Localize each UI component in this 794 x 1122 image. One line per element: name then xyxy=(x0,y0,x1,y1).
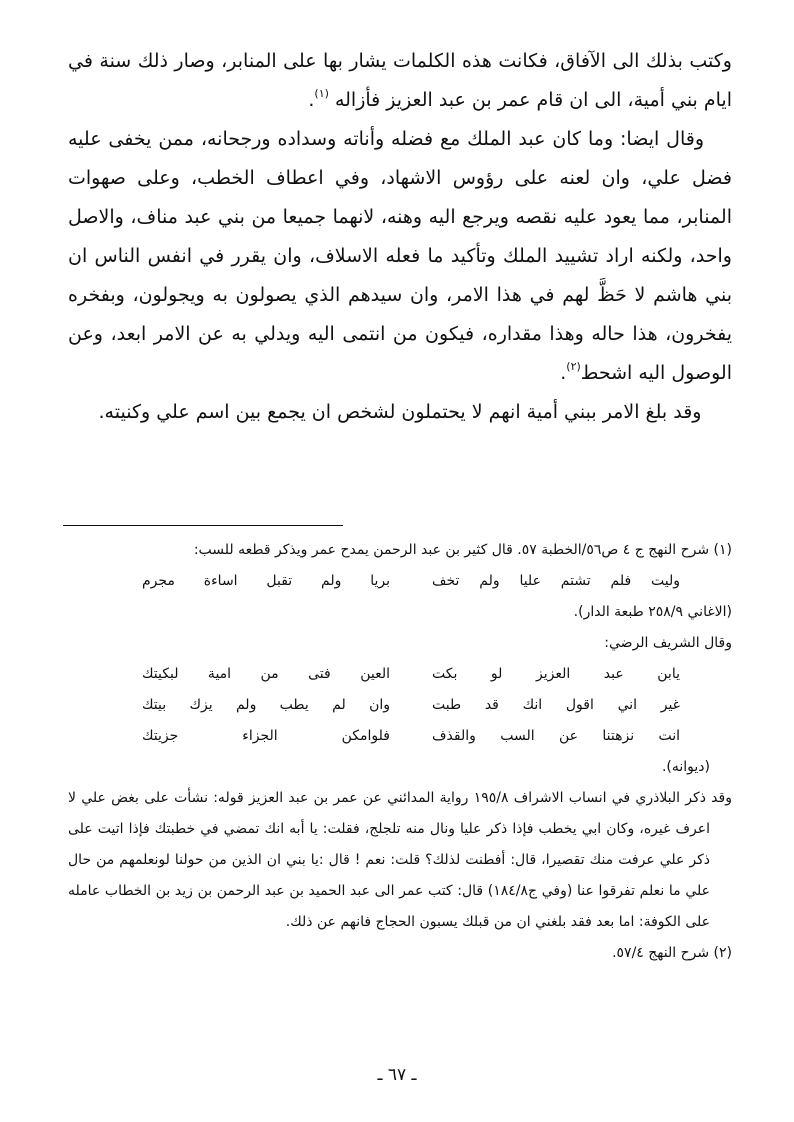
footnote-2: (٢) شرح النهج ٥٧/٤. xyxy=(612,945,732,961)
footnotes xyxy=(68,535,732,969)
paragraph-1-text: وكتب بذلك الى الآفاق، فكانت هذه الكلمات يشار بها على المنابر، وصار ذلك سنة في ايام بني أمية، الى ان قام عمر بن عبد العزيز فأزاله xyxy=(68,50,732,111)
poem-hemistich: يابن عبد العزيز لو بكت xyxy=(432,666,680,682)
paragraph-2-end: . xyxy=(560,362,567,384)
poem-hemistich: فلوامكن الجزاء جزيتك xyxy=(142,728,390,744)
verse-hemistich: وليت فلم تشتم عليا ولم تخف xyxy=(432,573,680,589)
paragraph-2 xyxy=(68,120,732,393)
poem-line xyxy=(68,690,732,721)
verse-hemistich: بريا ولم تقبل اساءة مجرم xyxy=(142,573,390,589)
poem-hemistich: العين فتى من امية لبكيتك xyxy=(142,666,390,682)
page-number: ـ ٦٧ ـ xyxy=(377,1065,417,1085)
verse-line xyxy=(68,566,732,597)
poem-source: (ديوانه). xyxy=(661,759,710,775)
paragraph-2-text: وقال ايضا: وما كان عبد الملك مع فضله وأناته وسداده ورجحانه، ممن يخفى عليه فضل علي، وان لعنه على رؤوس الاشهاد، وفي اعطاف الخطب، وعلى صهوات المنابر، مما يعود عليه نقصه ويرجع اليه وهنه، لانهما جميعا من بني عبد مناف، والاصل واحد، ولكنه اراد تشييد الملك وتأكيد ما فعله الاسلاف، وان يقرر في انفس الناس ان بني هاشم لا حَظَّ لهم في هذا الامر، وان سيدهم الذي يصولون به ويجولون، وبفخره يفخرون، هذا حاله وهذا مقداره، فيكون من انتمى اليه ويدلي به عن الامر ابعد، وعن الوصول اليه اشحط xyxy=(68,128,732,384)
poem-line xyxy=(68,721,732,752)
footnote-paragraph: وقد ذكر البلاذري في انساب الاشراف ١٩٥/٨ رواية المدائني عن عمر بن عبد العزيز قوله: نشأت على بغض علي لا اعرف غيره، وكان ابي يخطب فإذا ذكر عليا ونال منه تلجلج، فقلت: يا أبه انك تمضي في خطبتك فإذا اتيت على ذكر علي عرفت منك تقصيرا، قال: أفطنت لذلك؟ قلت: نعم ! قال :يا بني ان الذين من حولنا لونعلمهم من حال علي ما نعلم تفرقوا عنا (وفي ج١٨٤/٨) قال: كتب عمر الى عبد الحميد بن عبد الرحمن بن زيد بن الخطاب عامله على الكوفة: اما بعد فقد بلغني ان من قبلك يسبون الحجاج فانهم عن ذلك. xyxy=(68,790,732,930)
poem-line xyxy=(68,659,732,690)
footnote-source: (الاغاني ٢٥٨/٩ طبعة الدار). xyxy=(573,604,732,620)
poem-hemistich: وان لم يطب ولم يزك بيتك xyxy=(142,697,390,713)
poem-hemistich: انت نزهتنا عن السب والقذف xyxy=(432,728,680,744)
footnote-1: (١) شرح النهج ج ٤ ص٥٦/الخطبة ٥٧. قال كثير بن عبد الرحمن يمدح عمر ويذكر قطعه للسب: xyxy=(193,542,732,558)
poem-intro: وقال الشريف الرضي: xyxy=(604,635,732,651)
poem-hemistich: غير اني اقول انك قد طبت xyxy=(432,697,680,713)
paragraph-1-end: . xyxy=(308,89,315,111)
footnote-ref-2[interactable]: (٢) xyxy=(566,360,581,373)
footnote-divider xyxy=(63,525,343,526)
footnote-ref-1[interactable]: (١) xyxy=(314,87,329,100)
paragraph-1 xyxy=(68,42,732,120)
paragraph-3: وقد بلغ الامر ببني أمية انهم لا يحتملون لشخص ان يجمع بين اسم علي وكنيته. xyxy=(98,401,702,423)
main-text xyxy=(68,42,732,432)
